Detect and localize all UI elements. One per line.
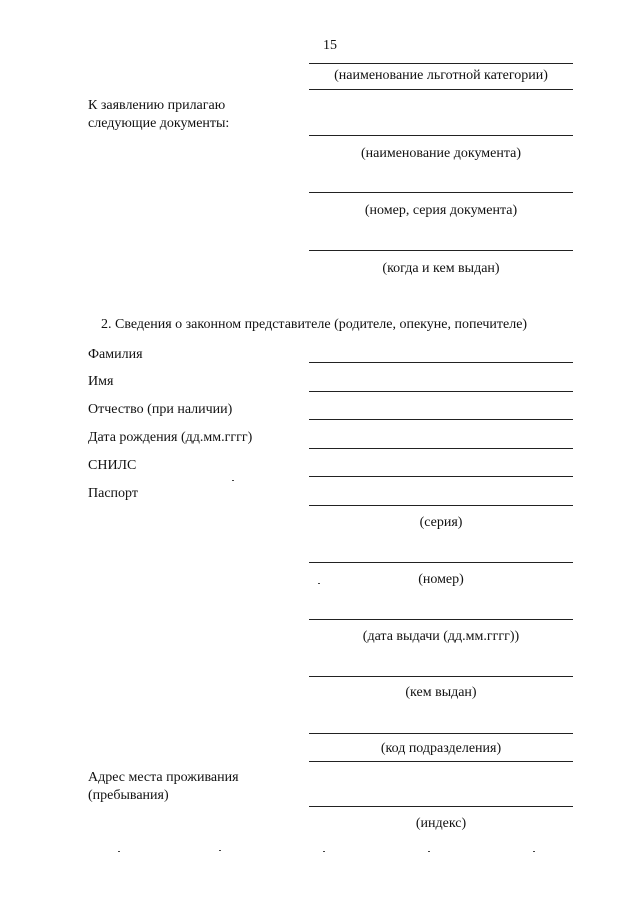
name-line[interactable] (309, 391, 573, 392)
patronymic-label: Отчество (при наличии) (88, 402, 233, 417)
attachments-label-line2: следующие документы: (88, 116, 230, 131)
address-label-line1: Адрес места проживания (88, 770, 239, 785)
address-index-line[interactable] (309, 806, 573, 807)
scan-speck (533, 851, 535, 852)
patronymic-line[interactable] (309, 419, 573, 420)
passport-label: Паспорт (88, 486, 138, 501)
scan-speck (318, 583, 320, 584)
address-label-line2: (пребывания) (88, 788, 169, 803)
page-number: 15 (323, 38, 337, 53)
passport-division-line[interactable] (309, 733, 573, 734)
passport-issuer-caption: (кем выдан) (405, 685, 477, 700)
category-bottom-rule (309, 89, 573, 90)
surname-line[interactable] (309, 362, 573, 363)
snils-line[interactable] (309, 476, 573, 477)
birthdate-line[interactable] (309, 448, 573, 449)
document-name-line[interactable] (309, 135, 573, 136)
attachments-label-line1: К заявлению прилагаю (88, 98, 226, 113)
passport-number-line[interactable] (309, 562, 573, 563)
scan-speck (118, 851, 120, 852)
document-issued-line[interactable] (309, 250, 573, 251)
document-number-line[interactable] (309, 192, 573, 193)
document-name-caption: (наименование документа) (360, 146, 522, 161)
name-label: Имя (88, 374, 114, 389)
document-number-caption: (номер, серия документа) (364, 203, 518, 218)
document-issued-caption: (когда и кем выдан) (382, 261, 500, 276)
passport-division-caption: (код подразделения) (380, 741, 502, 756)
section2-heading: 2. Сведения о законном представителе (родителе, опекуне, попечителе) (101, 317, 528, 332)
scan-speck (428, 851, 430, 852)
birthdate-label: Дата рождения (дд.мм.гггг) (88, 430, 253, 445)
passport-date-caption: (дата выдачи (дд.мм.гггг)) (362, 629, 520, 644)
category-caption: (наименование льготной категории) (334, 68, 548, 83)
passport-division-bottom-rule (309, 761, 573, 762)
passport-number-caption: (номер) (418, 572, 464, 587)
scan-speck (232, 480, 234, 481)
passport-top-line (309, 505, 573, 506)
passport-issuer-line[interactable] (309, 676, 573, 677)
passport-series-caption: (серия) (419, 515, 463, 530)
scan-speck (219, 850, 221, 851)
address-index-caption: (индекс) (415, 816, 467, 831)
snils-label: СНИЛС (88, 458, 137, 473)
passport-date-line[interactable] (309, 619, 573, 620)
surname-label: Фамилия (88, 347, 143, 362)
category-underline (309, 63, 573, 64)
scan-speck (323, 851, 325, 852)
